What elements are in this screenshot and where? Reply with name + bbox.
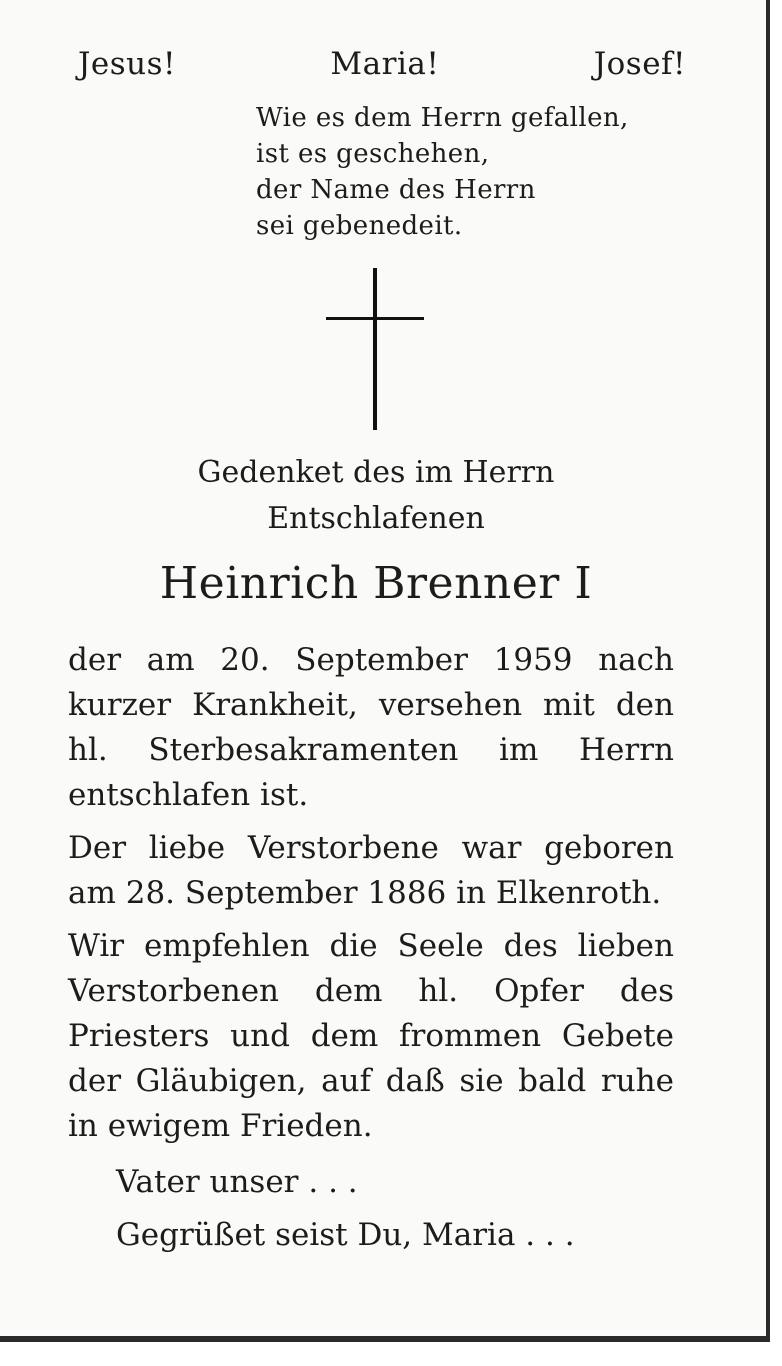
cross-icon [326,268,426,430]
intro-line: Gedenket des im Herrn [197,455,555,490]
prayer-list [116,1156,575,1262]
prayer-line: Gegrüßet seist Du, Maria . . . [116,1217,575,1253]
cross-vertical-bar [373,268,377,430]
verse-line: Wie es dem Herrn gefallen, [256,103,629,133]
obituary-paragraph: Wir empfehlen die Seele des lieben Verstorbenen dem hl. Opfer des Priesters und dem frommen Gebete der Gläubigen, auf daß sie bald ruhe in ewigem Frieden. [68,928,674,1144]
verse-block [256,100,629,244]
verse-line: der Name des Herrn [256,175,536,205]
invocation-jesus: Jesus! [78,46,177,82]
cross-horizontal-bar [326,317,424,320]
invocation-maria: Maria! [330,46,440,82]
obituary-paragraph: Der liebe Verstorbene war geboren am 28. September 1886 in Elkenroth. [68,830,674,911]
invocation-row [78,46,686,82]
verse-line: ist es geschehen, [256,139,490,169]
verse-line: sei gebenedeit. [256,211,463,241]
intro-line: Entschlafenen [267,501,485,536]
prayer-line: Vater unser . . . [116,1164,358,1200]
obituary-paragraph: der am 20. September 1959 nach kurzer Krankheit, versehen mit den hl. Sterbesakramenten im Herrn entschlafen ist. [68,642,674,813]
obituary-text [68,638,674,1157]
deceased-name: Heinrich Brenner I [159,558,593,609]
intro-text [0,450,752,542]
invocation-josef: Josef! [593,46,686,82]
